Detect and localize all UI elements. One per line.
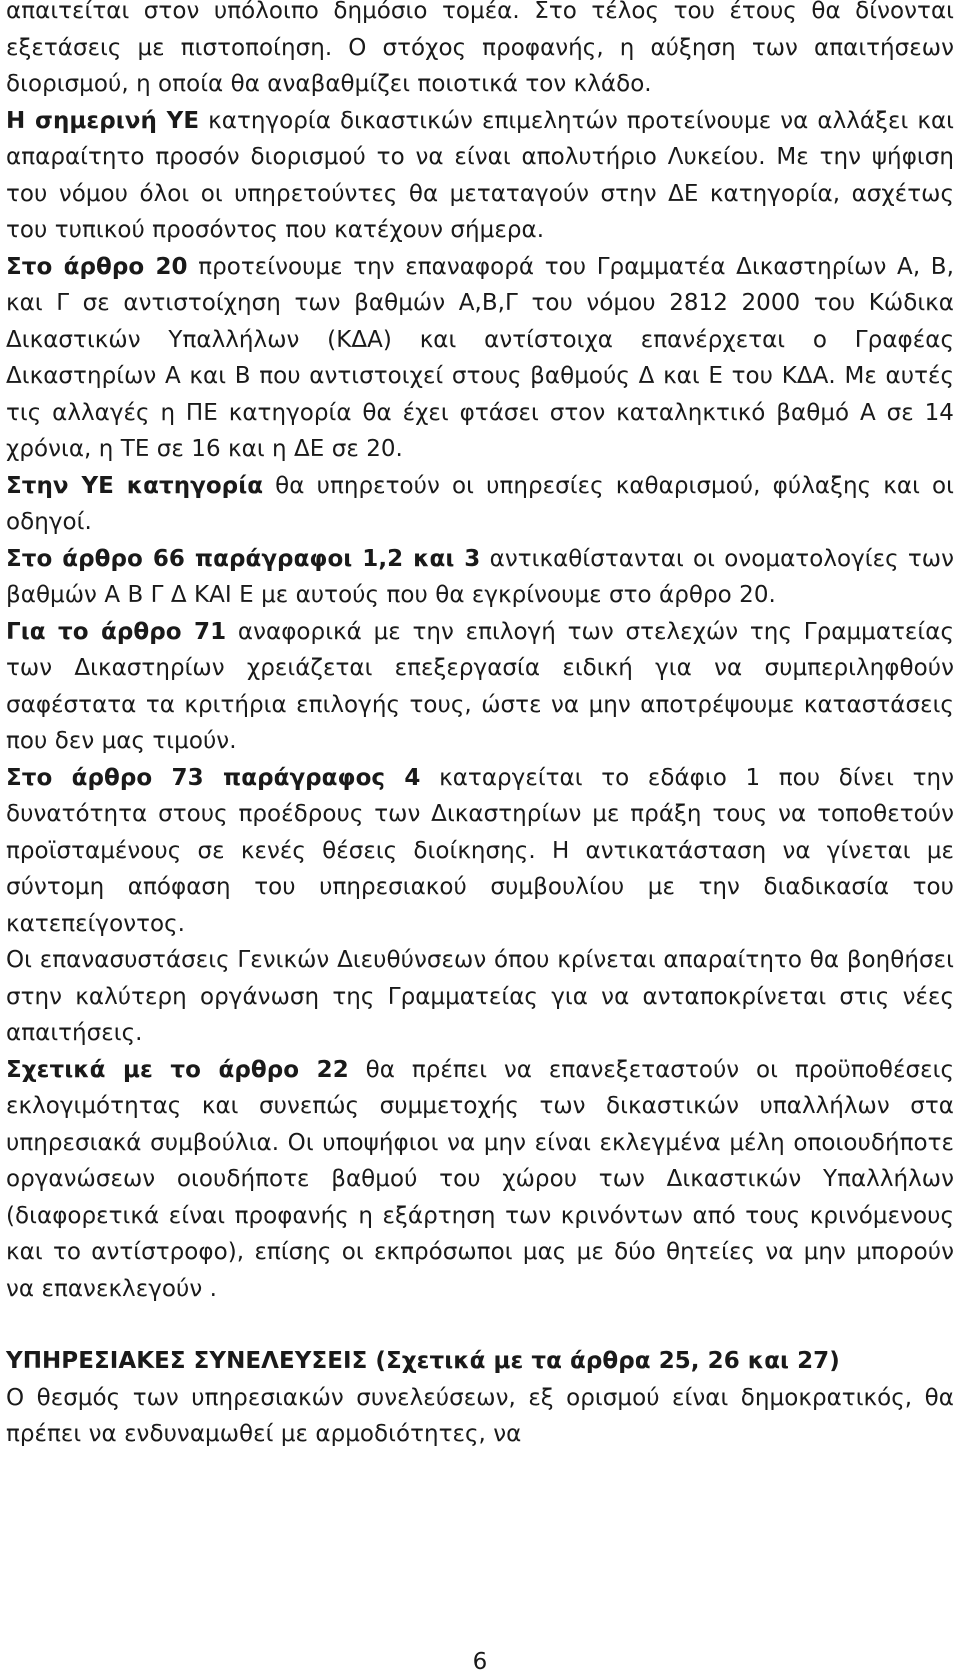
paragraph-lead-in: Στην ΥΕ κατηγορία [6, 472, 264, 499]
section-spacer [6, 1307, 954, 1343]
paragraph-text: αναφορικά με την επιλογή των στελεχών της Γραμματείας των Δικαστηρίων χρειάζεται επεξεργασία ειδική για να συμπεριληφθούν σαφέστατα τα κριτήρια επιλογής τους, ώστε να μην αποτρέψουμε καταστάσεις που δεν μας τιμούν. [6, 618, 954, 754]
paragraph-p9 [6, 1052, 954, 1308]
page-number: 6 [472, 1649, 488, 1675]
paragraph-text: θα πρέπει να επανεξεταστούν οι προϋποθέσεις εκλογιμότητας και συνεπώς συμμετοχής των δικαστικών υπαλλήλων στα υπηρεσιακά συμβούλια. Οι υποψήφιοι να μην είναι εκλεγμένα μέλη οποιουδήποτε οργανώσεων οιουδήποτε βαθμού του χώρου των Δικαστικών Υπαλλήλων (διαφορετικά είναι προφανής η εξάρτηση των κρινόντων από τους κρινόμενους και το αντίστροφο), επίσης οι εκπρόσωποι μας με δύο θητείες να μην μπορούν να επανεκλεγούν . [6, 1056, 955, 1302]
paragraph-text: αντικαθίστανται οι ονοματολογίες των βαθμών Α Β Γ Δ ΚΑΙ Ε με αυτούς που θα εγκρίνουμε στο άρθρο 20. [6, 545, 954, 608]
paragraph-p8 [6, 942, 954, 1052]
paragraph-text: προτείνουμε την επαναφορά του Γραμματέα Δικαστηρίων Α, Β, και Γ σε αντιστοίχηση των βαθμών Α,Β,Γ του νόμου 2812 2000 του Κώδικα Δικαστικών Υπαλλήλων (ΚΔΑ) και αντίστοιχα επανέρχεται ο Γραφέας Δικαστηρίων Α και Β που αντιστοιχεί στους βαθμούς Δ και Ε του ΚΔΑ. Με αυτές τις αλλαγές η ΠΕ κατηγορία θα έχει φτάσει στον καταληκτικό βαθμό Α σε 14 χρόνια, η ΤΕ σε 16 και η ΔΕ σε 20. [6, 253, 954, 462]
paragraph-text: κατηγορία δικαστικών επιμελητών προτείνουμε να αλλάξει και απαραίτητο προσόν διορισμού το να είναι απολυτήριο Λυκείου. Με την ψήφιση του νόμου όλοι οι υπηρετούντες θα μεταταγούν στην ΔΕ κατηγορία, ασχέτως του τυπικού προσόντος που κατέχουν σήμερα. [6, 107, 954, 243]
paragraph-p7 [6, 760, 954, 943]
document-body [6, 0, 954, 1453]
paragraph-lead-in: Στο άρθρο 20 [6, 253, 188, 280]
paragraph-lead-in: Στο άρθρο 73 παράγραφος 4 [6, 764, 421, 791]
paragraph-lead-in: Για το άρθρο 71 [6, 618, 227, 645]
paragraph-p6 [6, 614, 954, 760]
paragraph-p2 [6, 103, 954, 249]
paragraph-text: καταργείται το εδάφιο 1 που δίνει την δυνατότητα στους προέδρους των Δικαστηρίων με πράξη τους να τοποθετούν προϊσταμένους σε κενές θέσεις διοίκησης. Η αντικατάσταση να γίνεται με σύντομη απόφαση του υπηρεσιακού συμβουλίου με την διαδικασία του κατεπείγοντος. [6, 764, 954, 937]
paragraph-p5 [6, 541, 954, 614]
paragraph-text: Οι επανασυστάσεις Γενικών Διευθύνσεων όπου κρίνεται απαραίτητο θα βοηθήσει στην καλύτερη οργάνωση της Γραμματείας για να ανταποκρίνεται στις νέες απαιτήσεις. [6, 947, 954, 1046]
paragraph-p3 [6, 249, 954, 468]
paragraph-text: θα υπηρετούν οι υπηρεσίες καθαρισμού, φύλαξης και οι οδηγοί. [6, 472, 954, 535]
section-heading: ΥΠΗΡΕΣΙΑΚΕΣ ΣΥΝΕΛΕΥΣΕΙΣ (Σχετικά με τα άρθρα 25, 26 και 27) [6, 1348, 840, 1374]
paragraph-text: απαιτείται στον υπόλοιπο δημόσιο τομέα. Στο τέλος του έτους θα δίνονται εξετάσεις με πιστοποίηση. Ο στόχος προφανής, η αύξηση των απαιτήσεων διορισμού, η οποία θα αναβαθμίζει ποιοτικά τον κλάδο. [6, 0, 954, 97]
paragraph-lead-in: Η σημερινή ΥΕ [6, 107, 200, 134]
paragraph-list [6, 0, 954, 1307]
paragraph-lead-in: Σχετικά με το άρθρο 22 [6, 1056, 349, 1083]
paragraph-lead-in: Στο άρθρο 66 παράγραφοι 1,2 και 3 [6, 545, 481, 572]
section-paragraph: Ο θεσμός των υπηρεσιακών συνελεύσεων, εξ ορισμού είναι δημοκρατικός, θα πρέπει να ενδυναμωθεί με αρμοδιότητες, να [6, 1384, 954, 1447]
paragraph-p4 [6, 468, 954, 541]
paragraph-p1 [6, 0, 954, 103]
